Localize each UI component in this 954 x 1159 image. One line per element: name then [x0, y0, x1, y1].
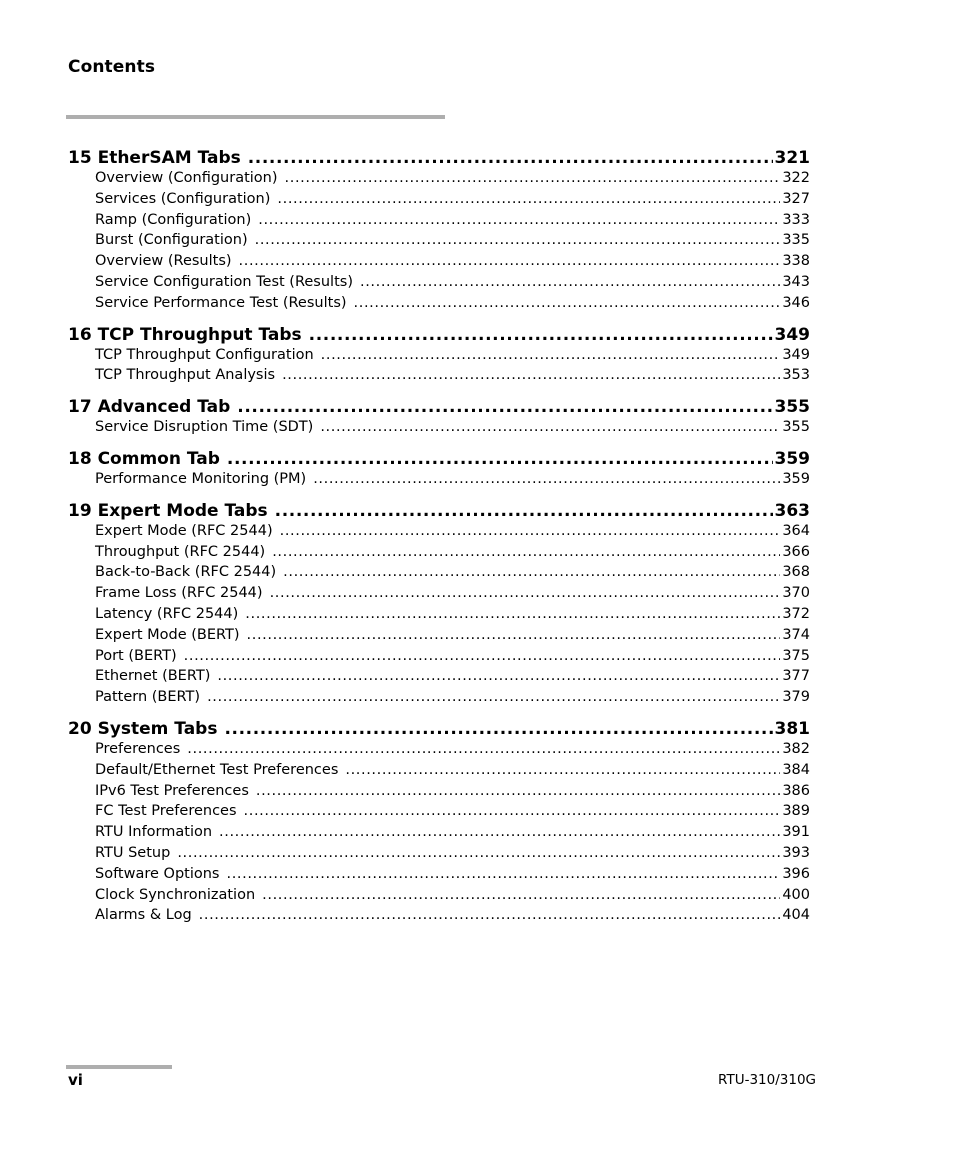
- toc-chapter: [68, 449, 810, 492]
- footer-rule: [66, 1065, 172, 1069]
- toc-entry-page: 338: [782, 253, 810, 270]
- dot-leader: [217, 668, 780, 684]
- toc-entry-page: 355: [782, 419, 810, 436]
- toc-entry-label: TCP Throughput Configuration: [95, 346, 314, 363]
- dot-leader: [239, 253, 781, 269]
- toc-chapter-heading-label: 19 Expert Mode Tabs: [68, 500, 268, 521]
- dot-leader: [277, 191, 780, 207]
- toc-entry-page: 335: [782, 232, 810, 249]
- toc-entry[interactable]: [68, 668, 810, 689]
- toc-entry-page: 404: [782, 907, 810, 924]
- toc-entry-page: 386: [782, 782, 810, 799]
- toc-entry-page: 389: [782, 803, 810, 820]
- dot-leader: [184, 648, 781, 664]
- toc-entry-label: Alarms & Log: [95, 907, 192, 924]
- toc-entry[interactable]: [68, 191, 810, 212]
- dot-leader: [256, 783, 780, 799]
- page-number: vi: [68, 1071, 83, 1089]
- toc-entry-page: 384: [782, 761, 810, 778]
- dot-leader: [272, 544, 780, 560]
- dot-leader: [177, 845, 780, 861]
- dot-leader: [275, 501, 773, 521]
- toc-entry[interactable]: [68, 544, 810, 565]
- toc-entry[interactable]: [68, 523, 810, 544]
- dot-leader: [247, 627, 781, 643]
- toc-entry[interactable]: [68, 783, 810, 804]
- dot-leader: [345, 762, 780, 778]
- toc-entry[interactable]: [68, 741, 810, 762]
- toc-chapter-heading[interactable]: [68, 148, 810, 170]
- toc-entry[interactable]: [68, 824, 810, 845]
- toc-entry[interactable]: [68, 471, 810, 492]
- toc-entry-page: 349: [782, 346, 810, 363]
- toc-entry-page: 333: [782, 211, 810, 228]
- toc-entry-page: 343: [782, 273, 810, 290]
- toc-entry[interactable]: [68, 845, 810, 866]
- dot-leader: [313, 471, 780, 487]
- dot-leader: [207, 689, 780, 705]
- toc-entry-label: Port (BERT): [95, 647, 177, 664]
- toc-entry-label: Expert Mode (BERT): [95, 626, 240, 643]
- toc-entry[interactable]: [68, 585, 810, 606]
- toc-chapter: [68, 501, 810, 710]
- toc-entry[interactable]: [68, 253, 810, 274]
- toc-entry[interactable]: [68, 367, 810, 388]
- toc-entry[interactable]: [68, 232, 810, 253]
- toc-entry-label: TCP Throughput Analysis: [95, 367, 276, 384]
- toc-chapter-heading-page: 363: [774, 500, 810, 521]
- toc-entry-label: Services (Configuration): [95, 190, 271, 207]
- toc-entry[interactable]: [68, 606, 810, 627]
- toc-entry-page: 374: [782, 626, 810, 643]
- toc-entry-page: 372: [782, 605, 810, 622]
- toc-chapter: [68, 325, 810, 389]
- dot-leader: [321, 347, 781, 363]
- toc-entry-label: Expert Mode (RFC 2544): [95, 522, 273, 539]
- toc-entry[interactable]: [68, 887, 810, 908]
- toc-entry-label: FC Test Preferences: [95, 803, 237, 820]
- dot-leader: [354, 295, 781, 311]
- toc-chapter-heading[interactable]: [68, 397, 810, 419]
- toc-entry-page: 400: [782, 886, 810, 903]
- dot-leader: [226, 866, 780, 882]
- toc-entry[interactable]: [68, 419, 810, 440]
- toc-chapter-heading-page: 381: [774, 718, 810, 739]
- toc-entry-page: 327: [782, 190, 810, 207]
- header-rule: [66, 115, 445, 119]
- toc-entry-label: Pattern (BERT): [95, 689, 201, 706]
- dot-leader: [219, 824, 780, 840]
- toc-entry-label: Software Options: [95, 865, 220, 882]
- toc-entry-page: 346: [782, 294, 810, 311]
- toc-entry[interactable]: [68, 648, 810, 669]
- dot-leader: [248, 148, 773, 168]
- dot-leader: [258, 212, 780, 228]
- toc-chapter: [68, 719, 810, 928]
- toc-entry-label: Clock Synchronization: [95, 886, 256, 903]
- dot-leader: [237, 397, 772, 417]
- toc-chapter-heading[interactable]: [68, 449, 810, 471]
- dot-leader: [187, 741, 780, 757]
- toc-entry-label: Default/Ethernet Test Preferences: [95, 761, 339, 778]
- toc-entry[interactable]: [68, 274, 810, 295]
- dot-leader: [199, 907, 781, 923]
- toc-entry[interactable]: [68, 907, 810, 928]
- toc-chapter-heading[interactable]: [68, 501, 810, 523]
- toc-chapter: [68, 148, 810, 316]
- toc-chapter-heading-label: 17 Advanced Tab: [68, 397, 231, 418]
- toc-entry-page: 359: [782, 470, 810, 487]
- toc-entry[interactable]: [68, 295, 810, 316]
- toc-entry-page: 391: [782, 824, 810, 841]
- toc-entry-page: 396: [782, 865, 810, 882]
- toc-entry-label: Service Configuration Test (Results): [95, 273, 353, 290]
- dot-leader: [285, 170, 781, 186]
- toc-entry[interactable]: [68, 212, 810, 233]
- dot-leader: [244, 803, 781, 819]
- dot-leader: [360, 274, 780, 290]
- toc-entry-label: Preferences: [95, 740, 181, 757]
- toc-chapter-heading[interactable]: [68, 719, 810, 741]
- dot-leader: [282, 367, 780, 383]
- toc-entry-label: Ramp (Configuration): [95, 211, 252, 228]
- dot-leader: [280, 523, 781, 539]
- toc-entry[interactable]: [68, 762, 810, 783]
- toc-entry[interactable]: [68, 689, 810, 710]
- toc-entry-page: 368: [782, 564, 810, 581]
- toc-entry-label: Overview (Results): [95, 253, 232, 270]
- toc-entry-page: 382: [782, 740, 810, 757]
- toc-entry[interactable]: [68, 803, 810, 824]
- toc-entry-page: 353: [782, 367, 810, 384]
- toc-entry-page: 364: [782, 522, 810, 539]
- toc-chapter-heading-page: 359: [774, 448, 810, 469]
- toc-chapter-heading-page: 349: [774, 324, 810, 345]
- toc-chapter-heading-label: 18 Common Tab: [68, 448, 220, 469]
- dot-leader: [262, 887, 780, 903]
- toc-entry[interactable]: [68, 170, 810, 191]
- toc-entry-label: Ethernet (BERT): [95, 668, 211, 685]
- toc-entry-page: 366: [782, 543, 810, 560]
- toc-entry-label: Service Performance Test (Results): [95, 294, 347, 311]
- toc-entry-label: Service Disruption Time (SDT): [95, 419, 314, 436]
- toc-chapter-heading-label: 16 TCP Throughput Tabs: [68, 324, 302, 345]
- dot-leader: [255, 232, 781, 248]
- dot-leader: [224, 719, 772, 739]
- toc-entry-label: RTU Information: [95, 824, 213, 841]
- toc-entry-label: RTU Setup: [95, 844, 171, 861]
- page-title: Contents: [68, 57, 156, 77]
- toc-entry-label: Burst (Configuration): [95, 232, 248, 249]
- document-id: RTU-310/310G: [718, 1072, 816, 1088]
- toc-entry[interactable]: [68, 347, 810, 368]
- dot-leader: [320, 419, 780, 435]
- toc-entry-page: 379: [782, 689, 810, 706]
- dot-leader: [245, 606, 780, 622]
- toc-chapter: [68, 397, 810, 440]
- toc-entry[interactable]: [68, 866, 810, 887]
- dot-leader: [270, 585, 781, 601]
- toc-entry-label: Throughput (RFC 2544): [95, 543, 266, 560]
- toc-chapter-heading-label: 20 System Tabs: [68, 718, 218, 739]
- toc-chapter-heading-label: 15 EtherSAM Tabs: [68, 148, 241, 168]
- table-of-contents: [68, 148, 810, 937]
- toc-entry[interactable]: [68, 564, 810, 585]
- toc-entry-label: Back-to-Back (RFC 2544): [95, 564, 277, 581]
- dot-leader: [227, 449, 773, 469]
- toc-entry-page: 370: [782, 585, 810, 602]
- toc-entry-label: Latency (RFC 2544): [95, 605, 239, 622]
- toc-chapter-heading-page: 355: [774, 397, 810, 418]
- toc-entry-page: 375: [782, 647, 810, 664]
- toc-entry-label: Performance Monitoring (PM): [95, 470, 307, 487]
- toc-entry-page: 377: [782, 668, 810, 685]
- toc-entry-page: 322: [782, 170, 810, 186]
- toc-entry[interactable]: [68, 627, 810, 648]
- toc-entry-label: Frame Loss (RFC 2544): [95, 585, 263, 602]
- dot-leader: [283, 564, 780, 580]
- toc-chapter-heading[interactable]: [68, 325, 810, 347]
- toc-entry-label: IPv6 Test Preferences: [95, 782, 249, 799]
- toc-entry-label: Overview (Configuration): [95, 170, 278, 186]
- toc-chapter-heading-page: 321: [774, 148, 810, 168]
- toc-entry-page: 393: [782, 844, 810, 861]
- dot-leader: [309, 325, 773, 345]
